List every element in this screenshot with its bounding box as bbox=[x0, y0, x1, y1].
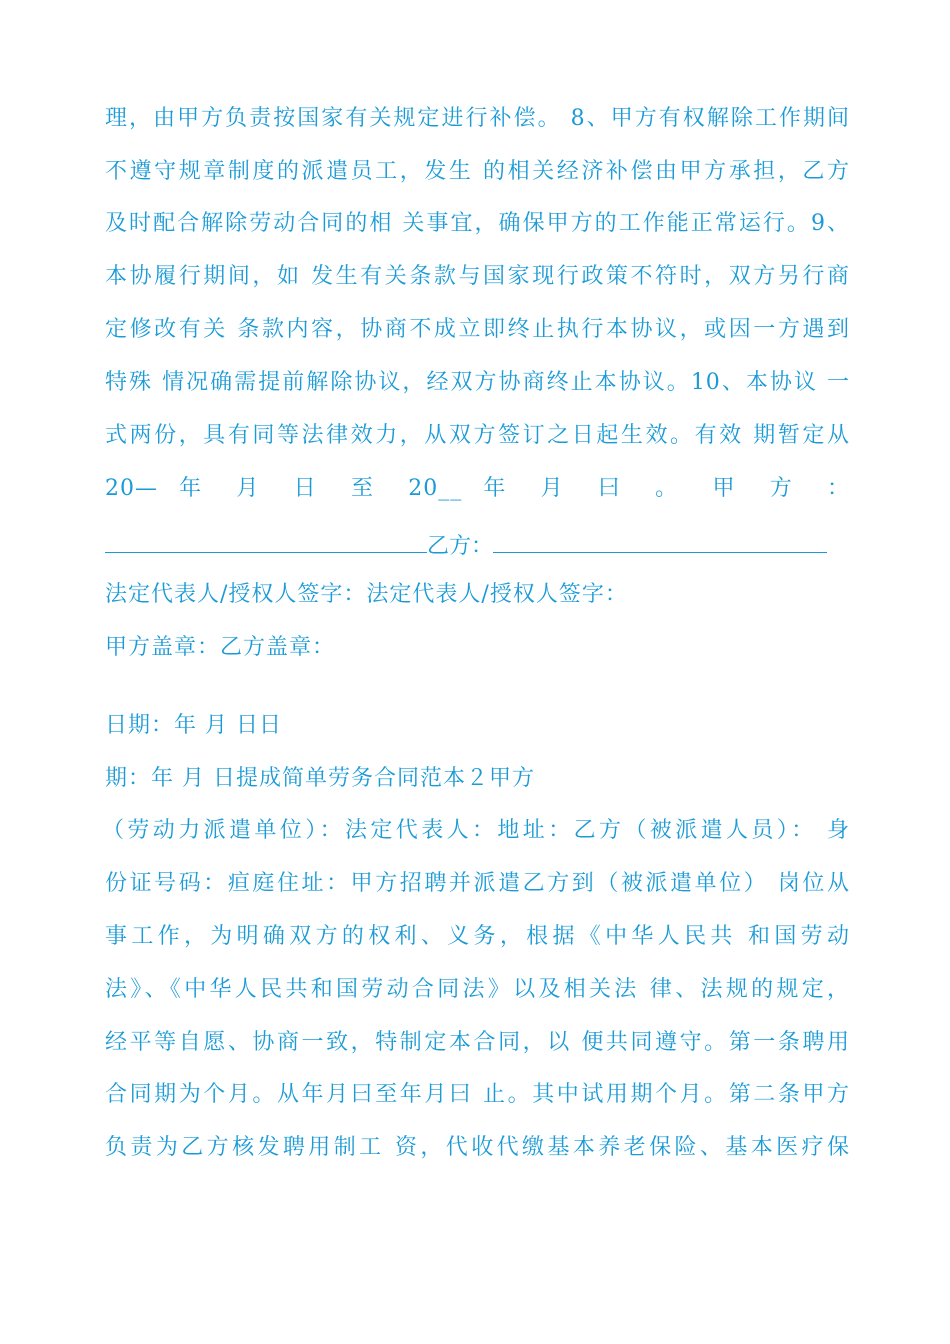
date-range-line: 20— 年 月 日 至 20__ 年 月 曰 。 甲 方 ： bbox=[105, 476, 850, 501]
representative-signature-line: 法定代表人/授权人签字：法定代表人/授权人签字： bbox=[105, 582, 628, 607]
text-line: 负责为乙方核发聘用制工 资，代收代缴基本养老保险、基本医疗保 bbox=[105, 1135, 850, 1160]
date-line: 日期：年 月 日日 bbox=[105, 713, 282, 738]
text-line: 及时配合解除劳动合同的相 关事宜，确保甲方的工作能正常运行。9、 bbox=[105, 211, 850, 236]
text-line: 份证号码：疸庭住址：甲方招聘并派遣乙方到（被派遣单位） 岗位从 bbox=[105, 871, 850, 896]
date-line: 期：年 月 日提成简单劳务合同范本２甲方 bbox=[105, 766, 535, 791]
text-line: 定修改有关 条款内容，协商不成立即终止执行本协议，或因一方遇到 bbox=[105, 317, 850, 342]
text-line: 法》、《中华人民共和国劳动合同法》以及相关法 律、法规的规定， bbox=[105, 977, 850, 1002]
text-line: 合同期为个月。从年月曰至年月曰 止。其中试用期个月。第二条甲方 bbox=[105, 1082, 850, 1107]
text-line: 特殊 情况确需提前解除协议，经双方协商终止本协议。10、本协议 一 bbox=[105, 370, 850, 395]
seal-line: 甲方盖章：乙方盖章： bbox=[105, 635, 336, 660]
text-line: （劳动力派遣单位）：法定代表人：地址：乙方（被派遣人员）： 身 bbox=[102, 818, 850, 843]
signature-blank-row bbox=[105, 528, 850, 558]
text-line: 式两份，具有同等法律效力，从双方签订之日起生效。有效 期暂定从 bbox=[105, 423, 850, 448]
text-line: 事工作，为明确双方的权利、义务，根据《中华人民共 和国劳动 bbox=[105, 924, 850, 949]
text-line: 本协履行期间，如 发生有关条款与国家现行政策不符时，双方另行商 bbox=[105, 264, 850, 289]
party-a-signature-blank bbox=[105, 528, 427, 553]
party-b-label: 乙方： bbox=[427, 534, 494, 559]
text-line: 经平等自愿、协商一致，特制定本合同，以 便共同遵守。第一条聘用 bbox=[105, 1030, 850, 1055]
text-line: 理，由甲方负责按国家有关规定进行补偿。 8、甲方有权解除工作期间 bbox=[105, 106, 850, 131]
text-line: 不遵守规章制度的派遣员工，发生 的相关经济补偿由甲方承担，乙方 bbox=[105, 159, 850, 184]
party-b-signature-blank bbox=[493, 528, 827, 553]
